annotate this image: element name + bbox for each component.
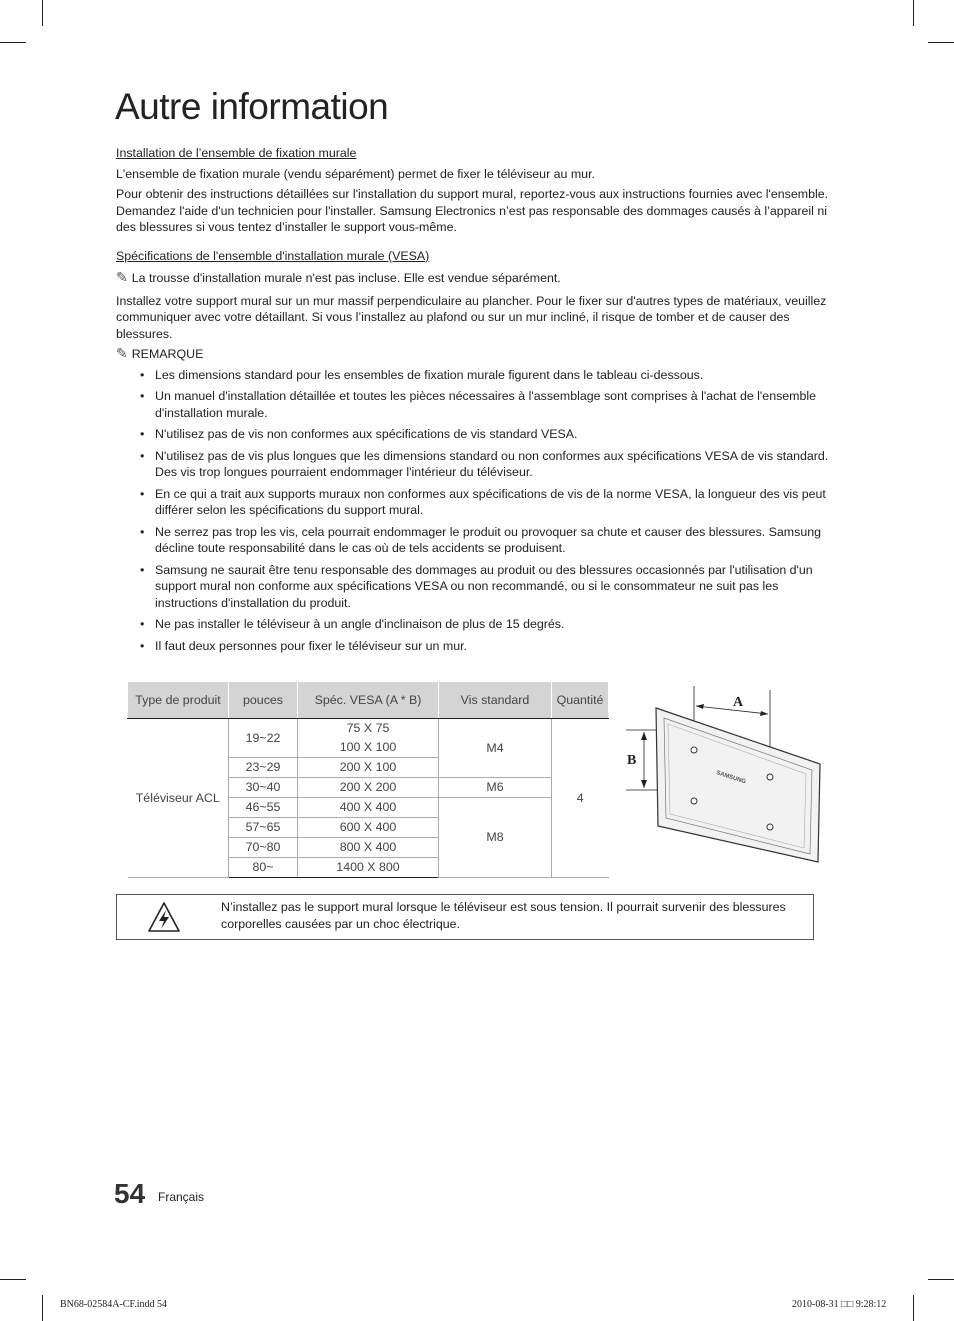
note xyxy=(116,270,840,287)
list-item: • Il faut deux personnes pour fixer le téléviseur sur un mur. xyxy=(140,638,467,653)
list-item: • Samsung ne saurait être tenu responsable des dommages au produit ou des blessures occasionnés par l'utilisation d'un support mural non conforme aux spécifications VESA ou non recommandé, ou si le consommateur ne suit pas les instructions d'installation du produit. xyxy=(140,562,813,610)
dimension-label-b: B xyxy=(627,753,637,768)
section-heading-installation: Installation de l’ensemble de fixation murale xyxy=(116,146,357,160)
vesa-cell: 800 X 400 xyxy=(298,838,439,858)
warning-box xyxy=(116,894,814,940)
electric-shock-warning-icon xyxy=(147,901,181,933)
vesa-cell: 200 X 200 xyxy=(298,778,439,798)
list-item: • Un manuel d'installation détaillée et toutes les pièces nécessaires à l'assemblage sont comprises à l'achat de l'ensemble d'installation murale. xyxy=(140,389,817,420)
tv-wall-mount-diagram xyxy=(624,684,824,874)
size-cell: 80~ xyxy=(229,858,298,878)
table-header-row xyxy=(128,682,609,719)
paragraph: Pour obtenir des instructions détaillées sur l'installation du support mural, reportez-vous aux instructions fournies avec l'ensemble. Demandez l'aide d'un technicien pour l'installer. Samsung Electronics n’est pas responsable des dommages causés à l’appareil ni des blessures si vous tentez d’installer le support vous-même. xyxy=(116,187,829,234)
main-content xyxy=(116,145,840,659)
crop-mark xyxy=(913,1295,914,1321)
pencil-note-icon: ✎ xyxy=(116,270,128,286)
vesa-cell: 75 X 75 xyxy=(298,719,439,739)
crop-mark xyxy=(928,1279,954,1280)
size-cell: 57~65 xyxy=(229,818,298,838)
crop-mark xyxy=(0,42,26,43)
list-item: • Ne serrez pas trop les vis, cela pourrait endommager le produit ou provoquer sa chute et causer des blessures. Samsung décline toute responsabilité dans le cas où de tels accidents se produisent. xyxy=(140,524,821,555)
crop-mark xyxy=(913,0,914,26)
header-inches: pouces xyxy=(229,682,298,719)
list-item: • N'utilisez pas de vis plus longues que les dimensions standard ou non conformes aux spécifications VESA de vis standard. Des vis trop longues pourraient endommager l'intérieur du téléviseur. xyxy=(140,448,829,479)
screw-cell: M8 xyxy=(439,798,552,878)
list-item: • N'utilisez pas de vis non conformes aux spécifications de vis standard VESA. xyxy=(140,427,578,441)
size-cell: 70~80 xyxy=(229,838,298,858)
paragraph: Installez votre support mural sur un mur massif perpendiculaire au plancher. Pour le fixer sur d'autres types de matériaux, veuillez communiquer avec votre détaillant. Si vous l’installez au plafond ou sur un mur incliné, il risque de tomber et de causer des blessures. xyxy=(116,293,827,341)
header-quantity: Quantité xyxy=(552,682,609,719)
header-screw: Vis standard xyxy=(439,682,552,719)
brand-logo: SAMSUNG xyxy=(715,770,747,786)
note-text: La trousse d'installation murale n'est pas incluse. Elle est vendue séparément. xyxy=(131,271,561,285)
vesa-cell: 1400 X 800 xyxy=(298,858,439,878)
paragraph: L'ensemble de fixation murale (vendu séparément) permet de fixer le téléviseur au mur. xyxy=(116,166,595,181)
remarque-list xyxy=(116,367,840,655)
print-datetime: 2010-08-31 □□ 9:28:12 xyxy=(792,1299,887,1310)
crop-mark xyxy=(0,1279,26,1280)
size-cell: 30~40 xyxy=(229,778,298,798)
page-title: Autre information xyxy=(115,86,389,127)
section-heading-vesa: Spécifications de l'ensemble d'installation murale (VESA) xyxy=(116,248,430,263)
product-cell: Téléviseur ACL xyxy=(128,719,229,878)
header-product-type: Type de produit xyxy=(128,682,229,719)
size-cell: 46~55 xyxy=(229,798,298,818)
crop-mark xyxy=(928,42,954,43)
vesa-cell: 100 X 100 xyxy=(298,738,439,758)
header-vesa: Spéc. VESA (A * B) xyxy=(298,682,439,719)
size-cell: 19~22 xyxy=(229,719,298,758)
remarque xyxy=(116,346,840,363)
vesa-cell: 200 X 100 xyxy=(298,758,439,778)
vesa-cell: 600 X 400 xyxy=(298,818,439,838)
page-number: 54 xyxy=(114,1178,146,1209)
file-info: BN68-02584A-CF.indd 54 xyxy=(60,1299,167,1310)
table-row xyxy=(128,719,609,739)
warning-text: N’installez pas le support mural lorsque le téléviseur est sous tension. Il pourrait survenir des blessures corporelles causées par un choc électrique. xyxy=(221,900,786,931)
pencil-note-icon: ✎ xyxy=(116,346,128,362)
crop-mark xyxy=(42,0,43,26)
dimension-label-a: A xyxy=(733,695,744,710)
vesa-cell: 400 X 400 xyxy=(298,798,439,818)
size-cell: 23~29 xyxy=(229,758,298,778)
language-label: Français xyxy=(158,1190,205,1204)
crop-mark xyxy=(42,1295,43,1321)
vesa-spec-table xyxy=(127,682,609,878)
remarque-label: REMARQUE xyxy=(131,347,204,361)
list-item: • Les dimensions standard pour les ensembles de fixation murale figurent dans le tableau ci-dessous. xyxy=(140,367,704,382)
quantity-cell: 4 xyxy=(552,719,609,878)
screw-cell: M4 xyxy=(439,719,552,778)
screw-cell: M6 xyxy=(439,778,552,798)
list-item: • Ne pas installer le téléviseur à un angle d'inclinaison de plus de 15 degrés. xyxy=(140,617,565,631)
list-item: • En ce qui a trait aux supports muraux non conformes aux spécifications de vis de la norme VESA, la longueur des vis peut différer selon les spécifications du support mural. xyxy=(140,486,826,517)
